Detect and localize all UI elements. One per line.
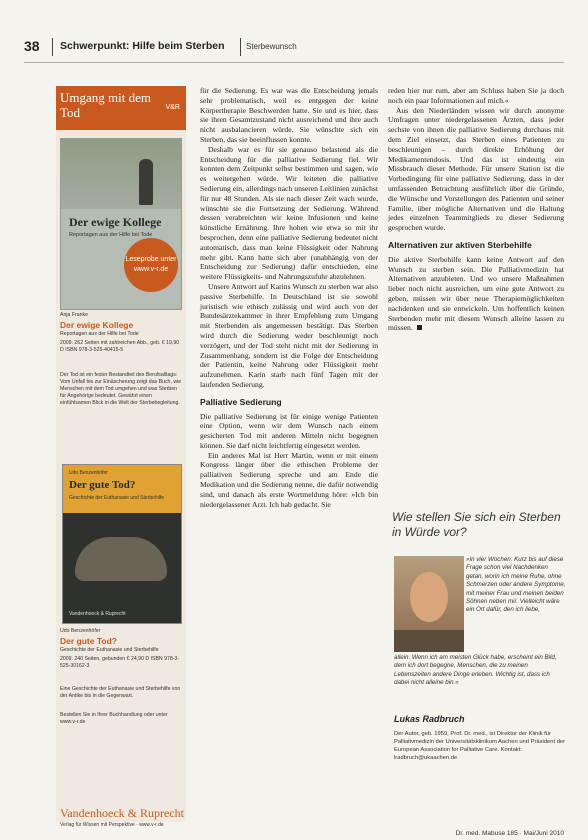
interview-answer: »In vier Wochen: Kurz bis auf diese Frage schon viel Nachdenken getan, worin ich meine Ruhe, ohne Schmerzen oder andere Symptome, mit meiner Frau und meinen beiden Söhnen neben mir. Vielleicht wäre ein Ort dafür, den ich liebe, — [466, 556, 566, 614]
author-photo — [394, 556, 464, 652]
paragraph — [388, 255, 564, 333]
cover-author: Udo Benzenhöfer — [69, 470, 108, 476]
paragraph: Ein anderes Mal ist Herr Martin, wenn er mit einem Kongress länger über die ethischen Probleme der palliativen Sedierung spreche und am Ende die Medikation und die Sedierung nenne, die dafür notwendig sind, und danach als erste Wortmeldung höre: »Ich bin niedergelassener Arzt. Ich hab gedacht. Sie — [200, 450, 378, 509]
header-divider — [240, 38, 241, 56]
cover-image — [75, 537, 167, 581]
footer-publication: Dr. med. Mabuse 185 · Mai/Juni 2010 — [455, 830, 564, 837]
publisher-tagline: Verlag für Wissen mit Perspektive · www.v-r.de — [60, 822, 164, 828]
paragraph: Aus den Niederländen wissen wir durch anonyme Umfragen unter niedergelassenen Ärzten, dass jeder sechste von ihnen die palliative Sedierung durchaus mit dem Ziel einsetzt, das Sterben eines Patienten zu beschleunigen – durch direkte Erhöhung der Medikamentendosis. Und das ist eindeutig ein Missbrauch dieser Methode. Für unsere Station ist die Vorbedingung für eine palliative Sedierung, dass in der umfassenden Betrachtung ausführlich über die Gründe, die Wünsche und Vorstellungen des Patienten und seiner Familie, über mögliche Alternativen und die Haltung jedes einzelnen Teammitglieds zu dieser Sedierung gesprochen wurde. — [388, 105, 564, 233]
book-cover-gute-tod[interactable] — [62, 464, 182, 624]
header-rule — [24, 62, 564, 63]
book2-title: Der gute Tod? — [60, 636, 117, 646]
author-bio: Der Autor, geb. 1959, Prof. Dr. med., ist Direktor der Klinik für Palliativmedizin der Universitätsklinikum Aachen und Präsident der European Association for Palliative Care. Kontakt: lradbruch@ukaachen.de — [394, 731, 566, 761]
paragraph: reden hier nur rum, aber am Schluss haben Sie ja doch noch ein paar Informationen auf mich.« — [388, 86, 564, 105]
interview-question: Wie stellen Sie sich ein Sterben in Würde vor? — [392, 510, 561, 539]
leseprobe-badge[interactable]: Leseprobe unter www.v-r.de — [124, 238, 178, 292]
cover-subtitle: Geschichte der Euthanasie und Sterbehilfe — [69, 495, 165, 501]
interview-answer-cont: allein. Wenn ich am meisten Glück habe, erscheint ein Bild, dem ich dort begegne, Menschen, die zu meinen Lebenszeiten andere Dinge erleben. Wichtig ist, dass ich dabei nicht alleine bin.« — [394, 654, 557, 687]
book1-subtitle: Reportagen aus der Hilfe bei Tode — [60, 331, 139, 337]
paragraph: Deshalb war es für sie genauso belastend als die Entscheidung für die palliative Sedierung fiel. Wir konnten dem Zeitpunkt selbst bestimmen und sagen, wie es weitergehen würde. Wir leiteten die palliative Sedierung ein, allerdings nach unseren Leitlinien zunächst für nur 48 Stunden. Als sie nach dieser Zeit wach wurde, wünschte sie die Fortsetzung der Sedierung. Während dessen verabreichten wir keine Infusionen und keine künstliche Ernährung. Ihre hohen wie etwa so mit ihr besprochen, denn eine palliative Sedierung bedeutet nicht automatisch, dass man keine Flüssigkeit oder Nahrung mehr gibt. Kann hatte sich aber (unabhängig von der Entscheidung zur Sedierung) dafür entschieden, eine weitere Flüssigkeits- und Nahrungszufuhr abzulehnen. — [200, 144, 378, 282]
book1-details: 2009. 262 Seiten mit zahlreichen Abb., geb. € 19,90 D ISBN 978-3-525-40415-5 — [60, 340, 180, 353]
face-shape — [410, 572, 448, 622]
cover-title: Der ewige Kollege — [69, 215, 162, 229]
book2-blurb: Eine Geschichte der Euthanasie und Sterbehilfe von der Antike bis in die Gegenwart. — [60, 686, 181, 699]
paragraph-text: Die aktive Sterbehilfe kann keine Antwort auf den Wunsch zu sterben sein. Die Palliativmedizin hat Alternativen anzubieten. Und wo unsere Maßnahmen lieber noch nicht ausreichen, um eine gute Antwort zu geben, müssen wir über neue Therapiemöglichkeiten nachdenken und sie entwickeln. Um hoffentlich keinen Sterbenden mehr mit diesem Wunsch alleine lassen zu müssen. — [388, 254, 564, 333]
book1-blurb: Der Tod ist ein fester Bestandteil des Berufsalltags: Vom Unfall bis zur Einäscherung zeigt das Buch, wie Menschen mit dem Tod umgehen und was Sterben für Angehörige bedeutet. Gewährt einen einfühlsamen Blick in die Welt der Sterbebegleitung. — [60, 372, 182, 406]
cover-publisher: Vandenhoeck & Ruprecht — [69, 611, 126, 617]
book2-details: 2009. 240 Seiten, gebunden € 24,90 D ISBN 978-3-525-30162-3 — [60, 656, 180, 669]
header-divider — [52, 38, 53, 56]
article-column-2 — [388, 86, 564, 333]
article-column-1 — [200, 86, 378, 509]
paragraph: Die palliative Sedierung ist für einige wenige Patienten eine Option, wenn wir dem Wunsch nach einem gesicherten Tod mit anderen Mitteln nicht begegnen können. Sie darf nicht leichtfertig eingesetzt werden. — [200, 411, 378, 450]
section-title: Schwerpunkt: Hilfe beim Sterben — [60, 40, 225, 52]
book2-author: Udo Benzenhöfer — [60, 628, 101, 634]
cover-subtitle: Reportagen aus der Hilfe bei Tode — [69, 232, 153, 238]
paragraph: Unsere Antwort auf Karins Wunsch zu sterben war also passive Sterbehilfe. In Deutschland ist sie sowohl juristisch wie ethisch zulässig und wird auch von der Bundesärztekammer in ihrer Empfehlung zum Umgang mit Sterbenden als angemessen bestätigt. Das Sterben wird durch die Sedierung weder beschleunigt noch verzögert, und der Tod steht nicht mit der Sedierung in Zusammenhang, sondern ist die Folge der Entscheidung der Patientin, keine Nahrung oder Flüssigkeit mehr aufzunehmen. Karin starb nach fünf Tagen mit der laufenden Sedierung. — [200, 281, 378, 389]
cover-figure — [139, 159, 153, 205]
shirt-shape — [394, 630, 464, 652]
paragraph: für die Sedierung. Es war was die Entscheidung jemals sehr problematisch, weil es entgegen der keine Körpertherapie Beschwerden hatte. Sie und es hier, dass sie ihren Gesamtzustand nicht ausreichend und ihre auch nicht ausbalancieren würde. Sie wünschte sich ein Sterben, das sie beeinflussen konnte. — [200, 86, 378, 144]
end-mark-icon — [417, 325, 422, 330]
publisher-code: V&R — [165, 104, 180, 111]
page-header — [0, 0, 588, 60]
section-subtitle: Sterbewunsch — [246, 42, 297, 51]
book2-subtitle: Geschichte der Euthanasie und Sterbehilfe — [60, 647, 159, 653]
cover-title: Der gute Tod? — [69, 479, 136, 491]
book1-title: Der ewige Kollege — [60, 320, 134, 330]
sidebar-header — [56, 86, 186, 130]
order-note[interactable]: Bestellen Sie in Ihrer Buchhandlung oder unter www.v-r.de — [60, 712, 168, 725]
cover-photo — [61, 139, 181, 209]
subheading: Palliative Sedierung — [200, 396, 282, 407]
book1-author: Anja Franke — [60, 312, 88, 318]
author-name: Lukas Radbruch — [394, 714, 465, 724]
sidebar-heading: Umgang mit dem Tod — [60, 90, 151, 120]
publisher-logo[interactable]: Vandenhoeck & Ruprecht — [60, 806, 184, 820]
subheading: Alternativen zur aktiven Sterbehilfe — [388, 239, 532, 250]
page-number: 38 — [24, 38, 40, 54]
